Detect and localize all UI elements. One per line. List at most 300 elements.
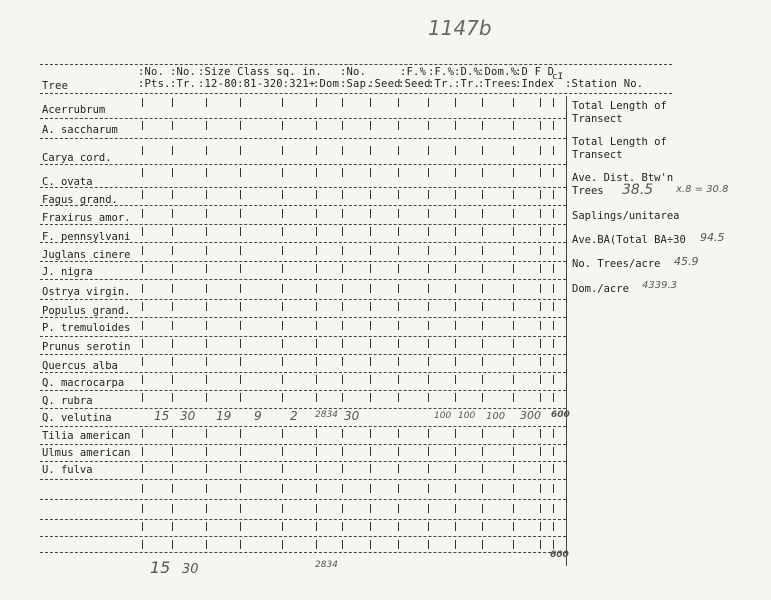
column-tick	[455, 121, 456, 130]
header-no-sap-1: :No.	[340, 66, 367, 78]
column-tick	[206, 146, 207, 155]
column-tick	[540, 522, 541, 531]
column-tick	[398, 168, 399, 177]
header-no-pts-2: :Pts.	[138, 78, 171, 90]
column-tick	[540, 339, 541, 348]
column-tick	[240, 464, 241, 473]
column-tick	[540, 393, 541, 402]
column-tick	[398, 540, 399, 549]
column-tick	[316, 168, 317, 177]
column-tick	[282, 339, 283, 348]
row-rule	[40, 461, 566, 462]
column-tick	[206, 429, 207, 438]
tree-name: C. ovata	[42, 176, 93, 188]
row-rule	[40, 164, 566, 165]
column-tick	[455, 98, 456, 107]
column-tick	[398, 393, 399, 402]
column-tick	[398, 190, 399, 199]
total-length-label-1b: Transect	[572, 113, 623, 125]
column-tick	[482, 429, 483, 438]
column-tick	[282, 209, 283, 218]
column-tick	[282, 246, 283, 255]
column-tick	[540, 321, 541, 330]
ave-dist-label-b: Trees	[572, 185, 604, 197]
row-rule	[40, 138, 566, 139]
column-tick	[240, 339, 241, 348]
column-tick	[172, 284, 173, 293]
column-tick	[370, 375, 371, 384]
header-size-class: :Size Class sq. in.	[198, 66, 322, 78]
row-rule	[40, 552, 566, 553]
column-tick	[398, 121, 399, 130]
column-tick	[282, 284, 283, 293]
column-tick	[240, 393, 241, 402]
column-tick	[370, 484, 371, 493]
column-tick	[282, 168, 283, 177]
column-tick	[540, 98, 541, 107]
column-tick	[482, 168, 483, 177]
tree-name: Q. macrocarpa	[42, 377, 125, 389]
column-tick	[282, 540, 283, 549]
column-tick	[398, 146, 399, 155]
column-tick	[455, 246, 456, 255]
column-tick	[142, 464, 143, 473]
header-d-pct: :D.%	[454, 66, 481, 78]
column-tick	[316, 227, 317, 236]
column-tick	[482, 246, 483, 255]
tree-name: Juglans cinere	[42, 249, 131, 261]
column-tick	[482, 375, 483, 384]
column-tick	[206, 98, 207, 107]
column-tick	[553, 121, 554, 130]
column-tick	[206, 227, 207, 236]
column-tick	[540, 146, 541, 155]
column-tick	[455, 321, 456, 330]
row-rule	[40, 205, 566, 206]
column-tick	[428, 540, 429, 549]
column-tick	[398, 209, 399, 218]
header-no-tr-1: :No.	[170, 66, 197, 78]
tree-name: Q. velutina	[42, 412, 112, 424]
column-tick	[240, 302, 241, 311]
column-tick	[398, 339, 399, 348]
column-tick	[398, 246, 399, 255]
column-tick	[370, 302, 371, 311]
column-tick	[540, 121, 541, 130]
column-tick	[553, 227, 554, 236]
column-tick	[172, 393, 173, 402]
header-tr-1: :Tr.	[428, 78, 455, 90]
column-tick	[342, 246, 343, 255]
no-trees-label: No. Trees/acre	[572, 258, 661, 270]
panel-divider	[566, 96, 567, 566]
column-tick	[240, 540, 241, 549]
column-tick	[553, 168, 554, 177]
column-tick	[370, 464, 371, 473]
column-tick	[398, 375, 399, 384]
tree-name: Ostrya virgin.	[42, 286, 131, 298]
column-tick	[482, 190, 483, 199]
column-tick	[172, 121, 173, 130]
column-tick	[428, 98, 429, 107]
column-tick	[142, 190, 143, 199]
column-tick	[316, 209, 317, 218]
header-seed-2: :Seed	[398, 78, 431, 90]
column-tick	[455, 540, 456, 549]
column-tick	[482, 393, 483, 402]
column-tick	[240, 321, 241, 330]
column-tick	[172, 339, 173, 348]
column-tick	[370, 339, 371, 348]
column-tick	[482, 121, 483, 130]
column-tick	[172, 447, 173, 456]
column-tick	[540, 246, 541, 255]
column-tick	[172, 357, 173, 366]
column-tick	[316, 375, 317, 384]
column-tick	[513, 429, 514, 438]
column-tick	[172, 522, 173, 531]
total-length-label-2b: Transect	[572, 149, 623, 161]
column-tick	[370, 393, 371, 402]
column-tick	[428, 429, 429, 438]
top-rule	[40, 64, 672, 65]
column-tick	[553, 264, 554, 273]
row-rule	[40, 118, 566, 119]
column-tick	[172, 321, 173, 330]
ave-ba-label: Ave.BA(Total BA÷30	[572, 234, 686, 246]
column-tick	[428, 121, 429, 130]
column-tick	[553, 284, 554, 293]
column-tick	[455, 375, 456, 384]
column-tick	[240, 429, 241, 438]
saplings-label: Saplings/unitarea	[572, 210, 680, 222]
header-rule	[40, 93, 672, 94]
column-tick	[172, 484, 173, 493]
column-tick	[172, 264, 173, 273]
column-tick	[540, 540, 541, 549]
column-tick	[172, 209, 173, 218]
column-tick	[172, 146, 173, 155]
velutina-size-mid: 9	[254, 409, 262, 423]
header-tr-2: :Tr.	[454, 78, 481, 90]
column-tick	[316, 264, 317, 273]
column-tick	[398, 98, 399, 107]
tree-name: Populus grand.	[42, 305, 131, 317]
column-tick	[342, 121, 343, 130]
column-tick	[282, 98, 283, 107]
header-no-tr-2: :Tr.	[170, 78, 197, 90]
row-rule	[40, 536, 566, 537]
column-tick	[342, 168, 343, 177]
column-tick	[428, 168, 429, 177]
column-tick	[240, 284, 241, 293]
header-index: :Index	[515, 78, 555, 90]
tree-name: Prunus serotin	[42, 341, 131, 353]
column-tick	[482, 504, 483, 513]
total-length-label-2: Total Length of	[572, 136, 667, 148]
column-tick	[540, 504, 541, 513]
column-tick	[316, 339, 317, 348]
column-tick	[206, 464, 207, 473]
column-tick	[316, 357, 317, 366]
column-tick	[342, 484, 343, 493]
column-tick	[342, 447, 343, 456]
column-tick	[142, 302, 143, 311]
column-tick	[540, 284, 541, 293]
column-tick	[398, 357, 399, 366]
row-rule	[40, 317, 566, 318]
column-tick	[428, 375, 429, 384]
column-tick	[455, 504, 456, 513]
column-tick	[282, 504, 283, 513]
tree-name: F. pennsylvani	[42, 231, 131, 243]
column-tick	[316, 522, 317, 531]
column-tick	[482, 447, 483, 456]
column-tick	[370, 190, 371, 199]
velutina-index: 300	[520, 409, 541, 422]
tree-name: Q. rubra	[42, 395, 93, 407]
velutina-size-large: 2	[290, 409, 298, 423]
column-tick	[370, 227, 371, 236]
column-tick	[370, 357, 371, 366]
column-tick	[482, 227, 483, 236]
column-tick	[370, 98, 371, 107]
column-tick	[240, 264, 241, 273]
row-rule	[40, 279, 566, 280]
ave-dist-calc: x.8 = 30.8	[676, 184, 729, 195]
column-tick	[282, 302, 283, 311]
column-tick	[540, 302, 541, 311]
column-tick	[342, 321, 343, 330]
column-tick	[513, 357, 514, 366]
tree-name: Carya cord.	[42, 152, 112, 164]
column-tick	[206, 484, 207, 493]
column-tick	[316, 246, 317, 255]
row-rule	[40, 390, 566, 391]
column-tick	[342, 540, 343, 549]
column-tick	[142, 121, 143, 130]
column-tick	[553, 246, 554, 255]
tree-name: A. saccharum	[42, 124, 118, 136]
no-trees-value: 45.9	[674, 255, 699, 268]
column-tick	[513, 190, 514, 199]
column-tick	[482, 209, 483, 218]
column-tick	[540, 375, 541, 384]
column-tick	[342, 146, 343, 155]
column-tick	[513, 504, 514, 513]
column-tick	[398, 504, 399, 513]
column-tick	[206, 121, 207, 130]
column-tick	[142, 447, 143, 456]
column-tick	[342, 464, 343, 473]
tree-name: Fraxirus amor.	[42, 212, 131, 224]
column-tick	[455, 227, 456, 236]
header-d-f-d: :D F D	[515, 66, 555, 78]
column-tick	[240, 447, 241, 456]
column-tick	[206, 284, 207, 293]
total-tr: 30	[182, 562, 199, 577]
column-tick	[370, 146, 371, 155]
column-tick	[428, 357, 429, 366]
column-tick	[282, 375, 283, 384]
column-tick	[240, 121, 241, 130]
column-tick	[240, 209, 241, 218]
header-station: :Station No.	[565, 78, 644, 90]
column-tick	[370, 447, 371, 456]
column-tick	[398, 284, 399, 293]
column-tick	[240, 146, 241, 155]
column-tick	[316, 393, 317, 402]
column-tick	[428, 302, 429, 311]
column-tick	[342, 339, 343, 348]
column-tick	[540, 429, 541, 438]
column-tick	[455, 357, 456, 366]
column-tick	[455, 209, 456, 218]
column-tick	[282, 429, 283, 438]
column-tick	[455, 302, 456, 311]
column-tick	[142, 484, 143, 493]
column-tick	[455, 146, 456, 155]
column-tick	[142, 357, 143, 366]
column-tick	[553, 447, 554, 456]
dom-acre-label: Dom./acre	[572, 283, 629, 295]
column-tick	[370, 429, 371, 438]
column-tick	[240, 504, 241, 513]
column-tick	[455, 522, 456, 531]
page-number: 1147b	[428, 16, 492, 40]
column-tick	[513, 246, 514, 255]
column-tick	[172, 540, 173, 549]
column-tick	[172, 429, 173, 438]
column-tick	[342, 284, 343, 293]
row-rule	[40, 354, 566, 355]
column-tick	[455, 464, 456, 473]
column-tick	[172, 227, 173, 236]
column-tick	[553, 209, 554, 218]
velutina-dom: 2834	[315, 410, 338, 420]
column-tick	[482, 484, 483, 493]
column-tick	[553, 146, 554, 155]
row-rule	[40, 224, 566, 225]
column-tick	[540, 464, 541, 473]
column-tick	[142, 339, 143, 348]
column-tick	[428, 522, 429, 531]
column-tick	[513, 484, 514, 493]
row-rule	[40, 261, 566, 262]
column-tick	[206, 209, 207, 218]
total-dom: 2834	[315, 560, 338, 570]
tree-name: J. nigra	[42, 266, 93, 278]
tree-name: Quercus alba	[42, 360, 118, 372]
column-tick	[455, 190, 456, 199]
column-tick	[206, 264, 207, 273]
column-tick	[206, 540, 207, 549]
column-tick	[282, 522, 283, 531]
column-tick	[513, 146, 514, 155]
column-tick	[172, 98, 173, 107]
column-tick	[172, 190, 173, 199]
column-tick	[206, 375, 207, 384]
total-ci: 600	[550, 550, 569, 560]
header-no-sap-2: :Sap.	[340, 78, 373, 90]
velutina-tr: 30	[180, 409, 196, 423]
column-tick	[206, 246, 207, 255]
header-ci: cI	[552, 72, 564, 82]
column-tick	[482, 284, 483, 293]
column-tick	[240, 246, 241, 255]
column-tick	[370, 168, 371, 177]
column-tick	[513, 321, 514, 330]
column-tick	[428, 447, 429, 456]
column-tick	[206, 339, 207, 348]
column-tick	[513, 447, 514, 456]
column-tick	[455, 339, 456, 348]
column-tick	[513, 98, 514, 107]
column-tick	[540, 190, 541, 199]
column-tick	[428, 209, 429, 218]
column-tick	[428, 393, 429, 402]
column-tick	[342, 264, 343, 273]
column-tick	[513, 522, 514, 531]
column-tick	[398, 321, 399, 330]
column-tick	[316, 98, 317, 107]
column-tick	[482, 522, 483, 531]
column-tick	[282, 393, 283, 402]
column-tick	[370, 284, 371, 293]
column-tick	[540, 227, 541, 236]
column-tick	[142, 284, 143, 293]
column-tick	[206, 302, 207, 311]
column-tick	[398, 227, 399, 236]
column-tick	[540, 484, 541, 493]
column-tick	[540, 168, 541, 177]
column-tick	[240, 168, 241, 177]
column-tick	[172, 504, 173, 513]
velutina-d-pct: 100	[458, 411, 476, 421]
column-tick	[482, 321, 483, 330]
column-tick	[455, 264, 456, 273]
ave-dist-value: 38.5	[622, 182, 654, 198]
column-tick	[455, 447, 456, 456]
column-tick	[513, 209, 514, 218]
column-tick	[455, 168, 456, 177]
column-tick	[513, 264, 514, 273]
column-tick	[316, 429, 317, 438]
column-tick	[282, 227, 283, 236]
column-tick	[240, 190, 241, 199]
column-tick	[370, 504, 371, 513]
row-rule	[40, 336, 566, 337]
column-tick	[172, 168, 173, 177]
column-tick	[428, 190, 429, 199]
column-tick	[370, 264, 371, 273]
column-tick	[172, 302, 173, 311]
column-tick	[172, 375, 173, 384]
column-tick	[240, 484, 241, 493]
row-rule	[40, 372, 566, 373]
column-tick	[553, 190, 554, 199]
column-tick	[142, 522, 143, 531]
column-tick	[316, 146, 317, 155]
column-tick	[398, 302, 399, 311]
column-tick	[142, 375, 143, 384]
column-tick	[540, 209, 541, 218]
column-tick	[342, 227, 343, 236]
row-rule	[40, 499, 566, 500]
column-tick	[316, 447, 317, 456]
row-rule	[40, 519, 566, 520]
row-rule	[40, 187, 566, 188]
